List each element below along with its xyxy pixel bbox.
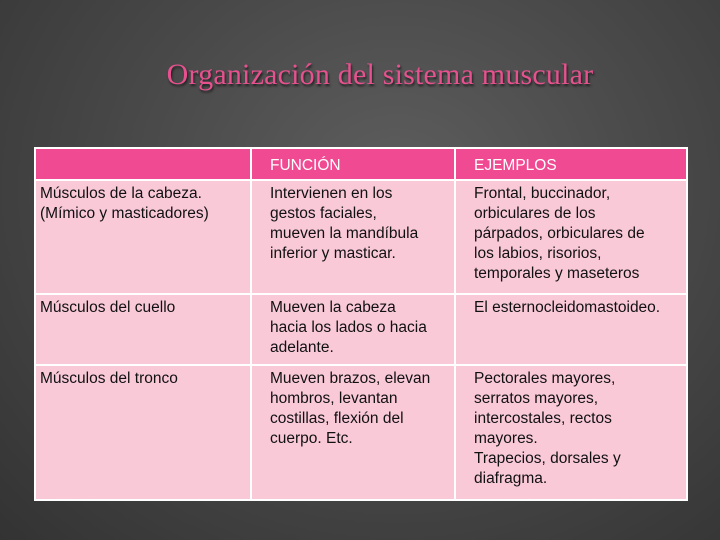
table-row-cuello xyxy=(35,294,687,365)
cell-group xyxy=(35,294,251,365)
cell-line: orbiculares de los xyxy=(474,205,596,222)
muscle-organization-table xyxy=(34,147,688,501)
cell-line: gestos faciales, xyxy=(270,205,377,222)
cell-ejemplos xyxy=(455,365,687,500)
header-ejemplos: EJEMPLOS xyxy=(455,148,687,180)
cell-line: diafragma. xyxy=(474,470,548,487)
cell-group xyxy=(35,365,251,500)
cell-funcion xyxy=(251,180,455,294)
cell-line: inferior y masticar. xyxy=(270,245,396,262)
cell-line: mayores. xyxy=(474,430,538,447)
cell-line: (Mímico y masticadores) xyxy=(40,205,209,222)
header-blank xyxy=(35,148,251,180)
cell-line: serratos mayores, xyxy=(474,390,599,407)
table-row-tronco xyxy=(35,365,687,500)
cell-funcion xyxy=(251,294,455,365)
cell-line: adelante. xyxy=(270,339,334,356)
cell-line: Músculos del tronco xyxy=(40,370,178,387)
cell-line: Mueven la cabeza xyxy=(270,299,396,316)
cell-line: Frontal, buccinador, xyxy=(474,185,611,202)
header-funcion: FUNCIÓN xyxy=(251,148,455,180)
table-row-cabeza xyxy=(35,180,687,294)
cell-line: párpados, orbiculares de xyxy=(474,225,645,242)
cell-line: mueven la mandíbula xyxy=(270,225,419,242)
cell-line: El esternocleidomastoideo. xyxy=(474,299,661,316)
cell-line: los labios, risorios, xyxy=(474,245,602,262)
cell-line: Músculos del cuello xyxy=(40,299,176,316)
cell-line: Músculos de la cabeza. xyxy=(40,185,202,202)
cell-line: hombros, levantan xyxy=(270,390,398,407)
cell-line: Trapecios, dorsales y xyxy=(474,450,621,467)
cell-line: temporales y maseteros xyxy=(474,265,640,282)
slide-title: Organización del sistema muscular xyxy=(166,58,594,91)
cell-line: Pectorales mayores, xyxy=(474,370,616,387)
table-header-row xyxy=(35,148,687,180)
cell-line: cuerpo. Etc. xyxy=(270,430,353,447)
cell-group xyxy=(35,180,251,294)
cell-line: Intervienen en los xyxy=(270,185,393,202)
cell-line: costillas, flexión del xyxy=(270,410,404,427)
cell-ejemplos xyxy=(455,180,687,294)
cell-ejemplos xyxy=(455,294,687,365)
cell-line: hacia los lados o hacia xyxy=(270,319,427,336)
cell-funcion xyxy=(251,365,455,500)
cell-line: intercostales, rectos xyxy=(474,410,612,427)
cell-line: Mueven brazos, elevan xyxy=(270,370,431,387)
